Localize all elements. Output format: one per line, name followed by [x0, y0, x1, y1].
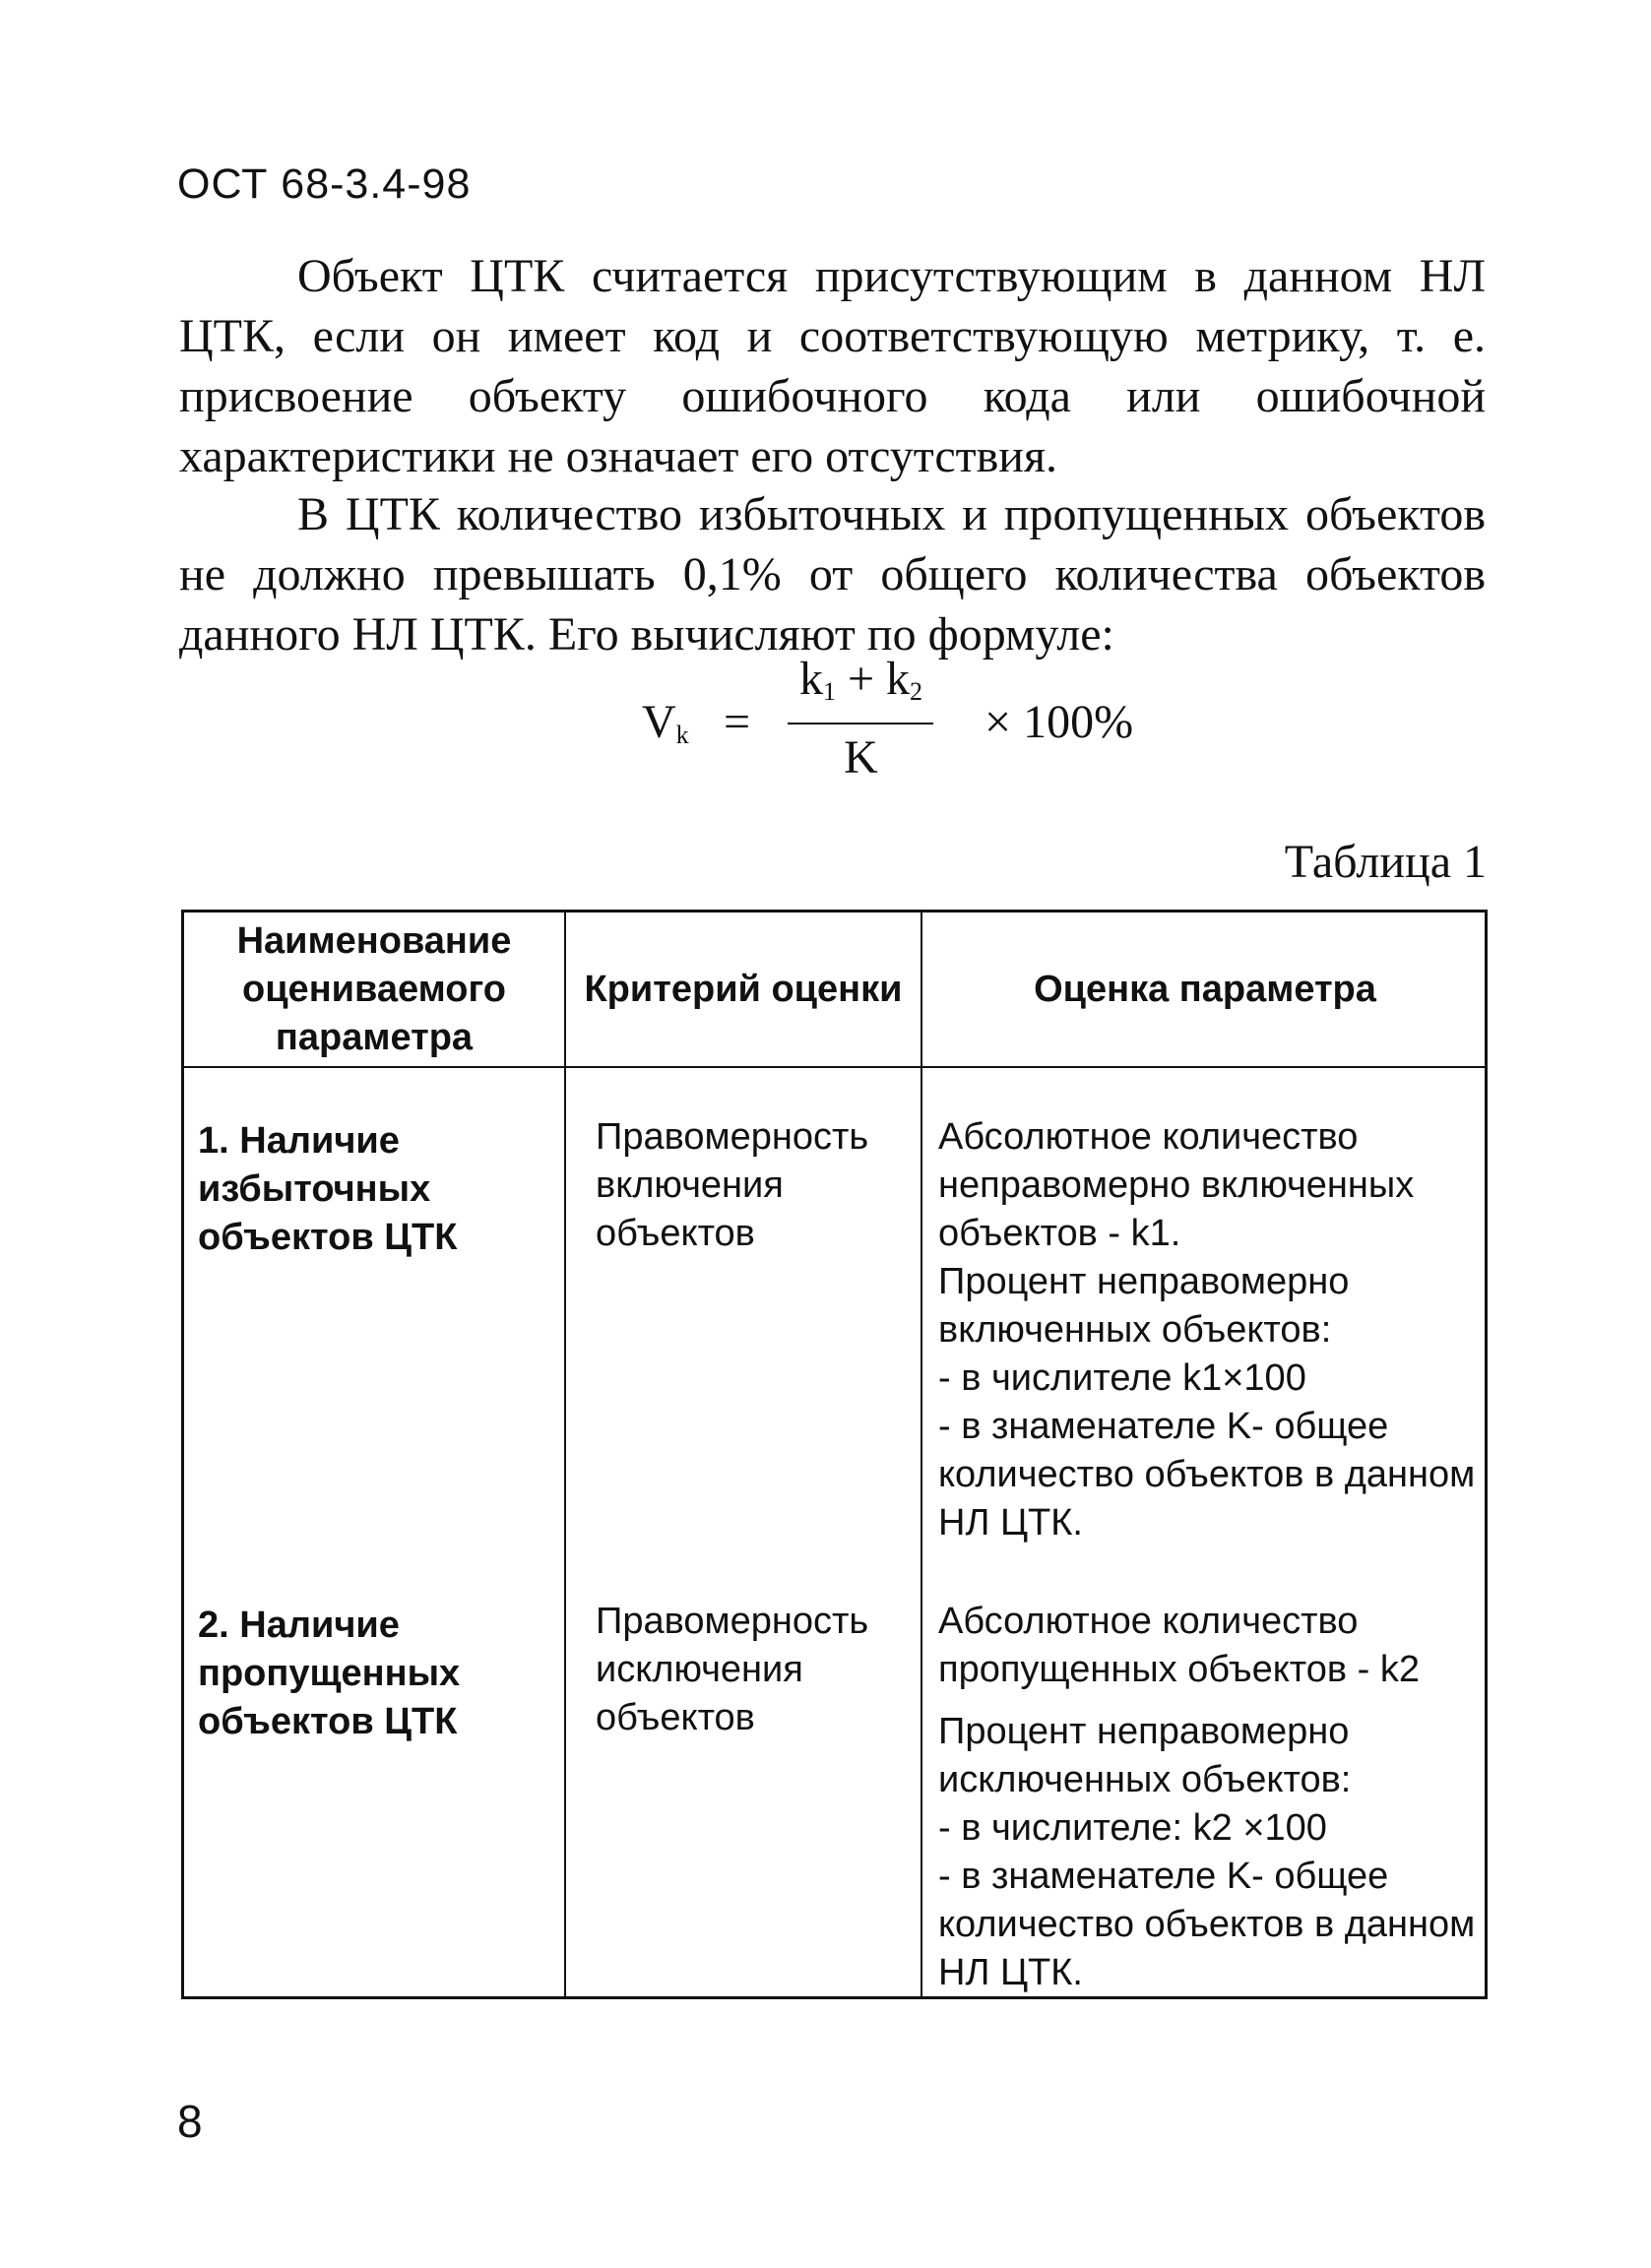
document-code: ОСТ 68-3.4-98 [177, 160, 472, 208]
formula-multiplier: × 100% [984, 696, 1134, 748]
evaluation-table [181, 910, 1488, 1999]
formula-equals: = [724, 696, 751, 748]
row-1-evaluation [938, 1113, 1478, 1547]
formula-denominator: K [844, 731, 878, 784]
formula-lhs: $V_k$ [642, 696, 689, 749]
evaluation-absolute: Абсолютное количество пропущенных объектов - k2 [938, 1601, 1421, 1690]
formula [630, 653, 1181, 795]
paragraph-text: В ЦТК количество избыточных и пропущенных объектов не должно превышать 0,1% от общего количества объектов данного НЛ ЦТК. Его вычисляют по формуле: [179, 488, 1486, 661]
page-number: 8 [177, 2096, 203, 2147]
row-2-evaluation [938, 1598, 1478, 1997]
evaluation-absolute: Абсолютное количество неправомерно включенных объектов - k1. [938, 1116, 1415, 1254]
header-criterion: Критерий оценки [584, 968, 903, 1010]
table-caption: Таблица 1 [1284, 836, 1487, 888]
header-divider [184, 1066, 1485, 1068]
row-1-criterion: Правомерность включения объектов [596, 1116, 869, 1254]
row-1-parameter-name: 1. Наличие избыточных объектов ЦТК [198, 1120, 458, 1258]
fraction-bar [788, 723, 933, 724]
header-parameter-name: Наименование оцениваемого параметра [236, 919, 512, 1058]
column-divider [564, 913, 566, 1996]
paragraph-excess-objects [179, 484, 1486, 664]
evaluation-percent: Процент неправомерно включенных объектов: - в числителе k1×100 - в знаменателе K- общее количество объектов в данном НЛ ЦТК. [938, 1261, 1476, 1544]
formula-numerator: $k_1 + k_2$ [798, 653, 923, 706]
row-2-criterion: Правомерность исключения объектов [596, 1601, 869, 1738]
header-evaluation: Оценка параметра [1034, 968, 1376, 1010]
column-divider [921, 913, 922, 1996]
paragraph-object-presence [179, 246, 1486, 486]
row-2-parameter-name: 2. Наличие пропущенных объектов ЦТК [198, 1605, 461, 1742]
paragraph-text: Объект ЦТК считается присутствующим в данном НЛ ЦТК, если он имеет код и соответствующую метрику, т. е. присвоение объекту ошибочного кода или ошибочной характеристики не означает его отсутствия. [179, 250, 1486, 482]
evaluation-percent: Процент неправомерно исключенных объектов: - в числителе: k2 ×100 - в знаменателе K- общее количество объектов в данном НЛ ЦТК. [938, 1711, 1476, 1993]
